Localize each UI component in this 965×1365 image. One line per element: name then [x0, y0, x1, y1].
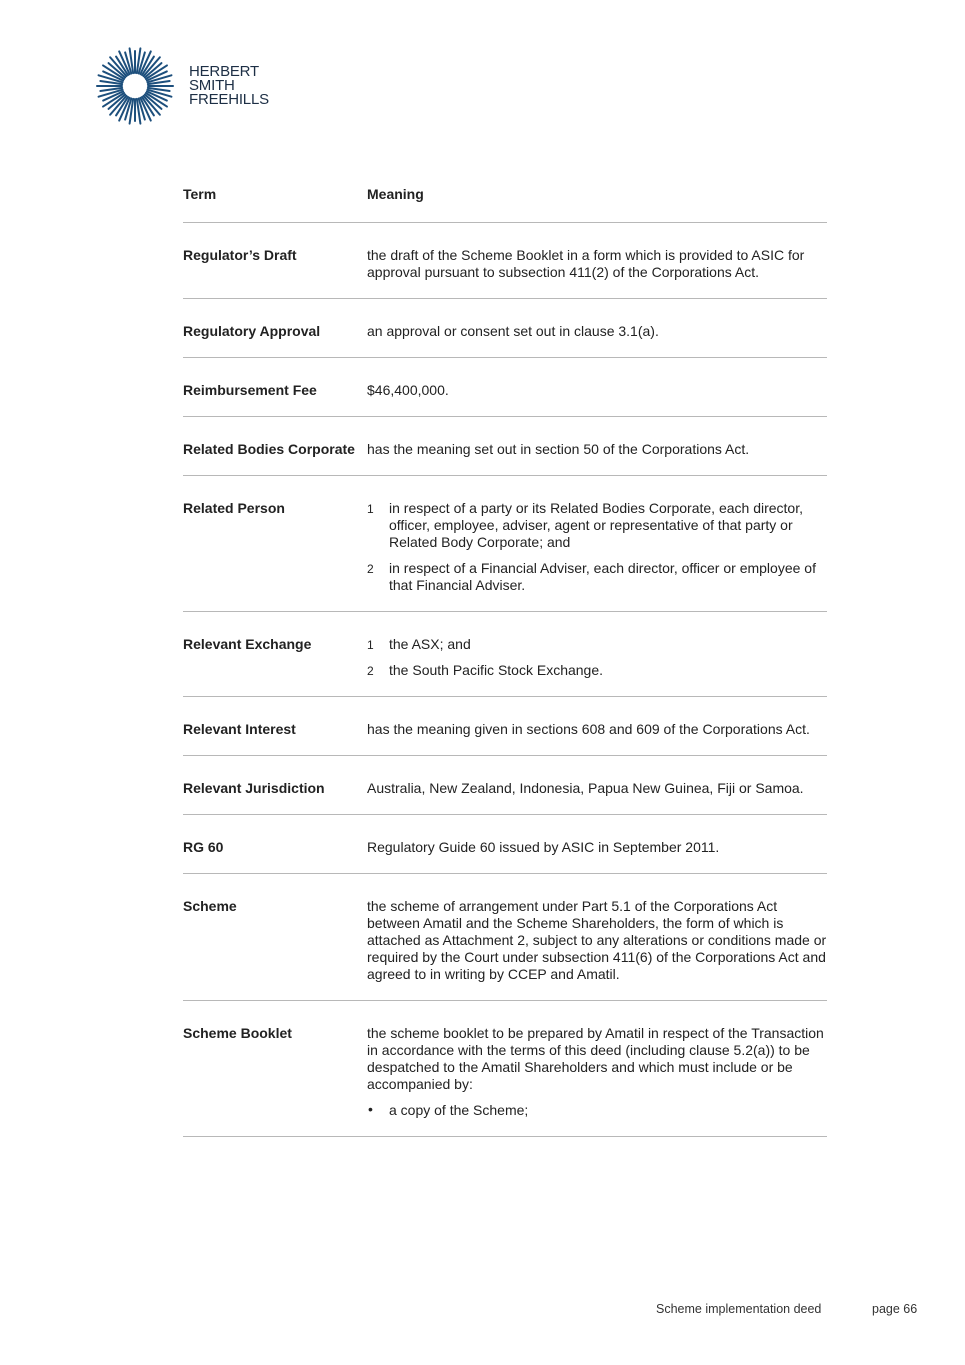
definitions-table	[183, 176, 827, 1137]
meaning-cell	[367, 476, 827, 612]
table-row	[183, 358, 827, 417]
item-text: the South Pacific Stock Exchange.	[389, 662, 604, 678]
meaning-cell	[367, 358, 827, 417]
item-text: in respect of a party or its Related Bodies Corporate, each director, officer, employee, adviser, agent or representative of that party or Related Body Corporate; and	[389, 500, 803, 550]
firm-name	[189, 65, 269, 107]
term-cell: Relevant Jurisdiction	[183, 756, 367, 815]
term-cell: Scheme Booklet	[183, 1001, 367, 1137]
item-text: the ASX; and	[389, 636, 471, 652]
term-cell: Related Person	[183, 476, 367, 612]
term-cell: Relevant Exchange	[183, 612, 367, 697]
term-cell: Related Bodies Corporate	[183, 417, 367, 476]
table-header-row	[183, 176, 827, 223]
page-number: page 66	[872, 1302, 918, 1316]
item-number: 2	[367, 664, 374, 678]
meaning-text: has the meaning set out in section 50 of the Corporations Act.	[367, 441, 750, 457]
firm-logo	[96, 46, 296, 126]
term-cell: Relevant Interest	[183, 697, 367, 756]
meaning-column-header: Meaning	[367, 176, 827, 223]
logo-line: HERBERT	[189, 63, 260, 80]
table-row	[183, 476, 827, 612]
item-number: 1	[367, 638, 374, 652]
item-text: in respect of a Financial Adviser, each director, officer or employee of that Financial Adviser.	[389, 560, 816, 593]
meaning-cell	[367, 612, 827, 697]
sunburst-logo-icon	[96, 46, 176, 126]
meaning-text: the scheme booklet to be prepared by Amatil in respect of the Transaction in accordance with the terms of this deed (including clause 5.2(a)) to be despatched to the Amatil Shareholders and which must include or be accompanied by:	[367, 1025, 824, 1092]
numbered-list	[367, 636, 827, 679]
item-number: 1	[367, 502, 374, 516]
item-text: a copy of the Scheme;	[389, 1102, 529, 1118]
table-row	[183, 697, 827, 756]
term-column-header: Term	[183, 176, 367, 223]
meaning-text: has the meaning given in sections 608 and 609 of the Corporations Act.	[367, 721, 810, 737]
bullet-icon: •	[368, 1101, 373, 1117]
table-row	[183, 756, 827, 815]
meaning-cell	[367, 697, 827, 756]
meaning-cell	[367, 756, 827, 815]
numbered-list	[367, 500, 827, 594]
meaning-cell	[367, 874, 827, 1001]
list-item	[367, 500, 827, 551]
item-number: 2	[367, 562, 374, 576]
meaning-text: $46,400,000.	[367, 382, 449, 398]
meaning-text: Regulatory Guide 60 issued by ASIC in September 2011.	[367, 839, 720, 855]
term-cell: Reimbursement Fee	[183, 358, 367, 417]
list-item	[367, 636, 827, 653]
meaning-cell	[367, 815, 827, 874]
term-cell: Regulator’s Draft	[183, 223, 367, 299]
term-cell: Scheme	[183, 874, 367, 1001]
list-item	[367, 662, 827, 679]
logo-line: FREEHILLS	[189, 91, 269, 108]
meaning-cell	[367, 223, 827, 299]
table-row	[183, 299, 827, 358]
document-title: Scheme implementation deed	[656, 1302, 822, 1316]
table-row	[183, 612, 827, 697]
meaning-cell	[367, 299, 827, 358]
meaning-text: the scheme of arrangement under Part 5.1 of the Corporations Act between Amatil and the Scheme Shareholders, the form of which is attached as Attachment 2, subject to any alterations or conditions made or required by the Court under subsection 411(6) of the Corporations Act and agreed to in writing by CCEP and Amatil.	[367, 898, 827, 982]
meaning-cell	[367, 417, 827, 476]
table-row	[183, 874, 827, 1001]
table-row	[183, 1001, 827, 1137]
term-cell: RG 60	[183, 815, 367, 874]
bullet-list	[367, 1102, 827, 1119]
meaning-text: an approval or consent set out in clause 3.1(a).	[367, 323, 659, 339]
list-item	[367, 1102, 827, 1119]
list-item	[367, 560, 827, 594]
term-cell: Regulatory Approval	[183, 299, 367, 358]
table-row	[183, 815, 827, 874]
meaning-text: Australia, New Zealand, Indonesia, Papua New Guinea, Fiji or Samoa.	[367, 780, 804, 796]
table-row	[183, 417, 827, 476]
table-row	[183, 223, 827, 299]
logo-line: SMITH	[189, 77, 235, 94]
meaning-cell	[367, 1001, 827, 1137]
meaning-text: the draft of the Scheme Booklet in a form which is provided to ASIC for approval pursuant to subsection 411(2) of the Corporations Act.	[367, 247, 805, 280]
